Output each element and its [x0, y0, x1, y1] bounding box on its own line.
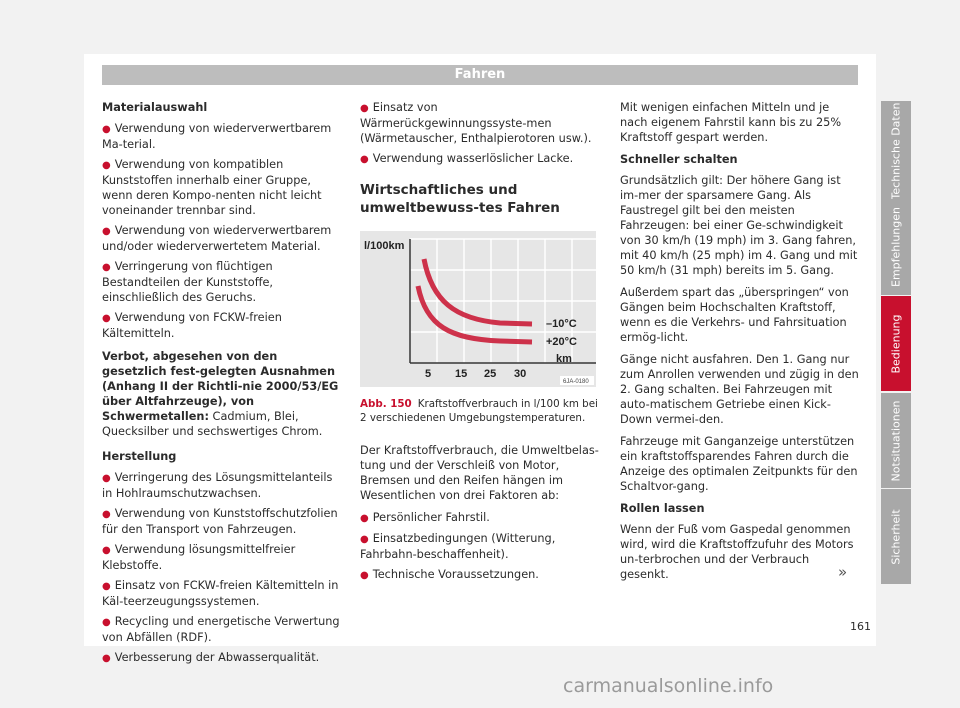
bullet-icon: ● [102, 124, 111, 135]
bullet-icon: ● [360, 513, 369, 524]
bullet-icon: ● [360, 570, 369, 581]
bullet-icon: ● [102, 473, 111, 484]
verbot-paragraph: Verbot, abgesehen von den gesetzlich fest-gelegten Ausnahmen (Anhang II der Richtli-nie 2000/53/EG über Altfahrzeuge), von Schwermetallen: Cadmium, Blei, Quecksilber und sechswertiges Chrom. [102, 350, 339, 438]
tab-notsituationen[interactable]: Notsituationen [881, 393, 911, 488]
bullet-icon: ● [102, 617, 111, 628]
paragraph: Mit wenigen einfachen Mitteln und je nach eigenem Fahrstil kann bis zu 25% Kraftstoff gespart werden. [620, 101, 842, 144]
list-item: ● Verwendung von wiederverwertbarem Ma-terial. [102, 122, 332, 151]
paragraph: Außerdem spart das „überspringen“ von Gängen beim Hochschalten Kraftstoff, wenn es die Verkehrs- und Fahrsituation ermög-licht. [620, 286, 849, 344]
y-axis-label: l/100km [364, 240, 405, 252]
list-item: ● Einsatz von FCKW-freien Kältemitteln in Käl-teerzeugungssystemen. [102, 579, 339, 608]
list-item: ● Verwendung von Kunststoffschutzfolien für den Transport von Fahrzeugen. [102, 507, 338, 536]
list-item: ● Verwendung von kompatiblen Kunststoffen innerhalb einer Gruppe, wenn deren Kompo-nenten nicht leicht voneinander trennbar sind. [102, 158, 322, 217]
section-title-rollen: Rollen lassen [620, 502, 705, 515]
intro-paragraph: Der Kraftstoffverbrauch, die Umweltbelas-tung und der Verschleiß von Motor, Bremsen und den Reifen hängen im Wesentlichen von drei Faktoren ab: [360, 444, 599, 502]
continue-arrow-icon: » [838, 563, 848, 581]
section-title-materialauswahl: Materialauswahl [102, 101, 208, 114]
bullet-icon: ● [360, 103, 369, 114]
section-title-herstellung: Herstellung [102, 450, 177, 463]
bullet-icon: ● [102, 226, 111, 237]
x-axis-unit: km [556, 353, 572, 365]
column-2 [360, 100, 600, 588]
list-item: ● Verwendung von wiederverwertbarem und/oder wiederverwertetem Material. [102, 224, 332, 253]
list-item: ● Einsatz von Wärmerückgewinnungssyste-men (Wärmetauscher, Enthalpierotoren usw.). [360, 101, 592, 145]
list-item: ● Verwendung lösungsmittelfreier Klebstoffe. [102, 543, 296, 572]
bullet-icon: ● [102, 653, 111, 664]
x-tick-label: 30 [514, 368, 527, 380]
page-header: Fahren [102, 65, 858, 85]
paragraph: Grundsätzlich gilt: Der höhere Gang ist im-mer der sparsamere Gang. Als Faustregel gilt bei den meisten Fahrzeugen: bei einer Ge-schwindigkeit von 30 km/h (19 mph) im 3. Gang fahren, mit 40 km/h (25 mph) im 4. Gang und mit 50 km/h (31 mph) bereits im 5. Gang. [620, 174, 858, 277]
column-3 [620, 100, 860, 589]
x-tick-label: 15 [455, 368, 468, 380]
list-item: ● Verbesserung der Abwasserqualität. [102, 651, 320, 664]
list-item: ● Recycling und energetische Verwertung von Abfällen (RDF). [102, 615, 340, 644]
bullet-icon: ● [102, 313, 111, 324]
list-item: ● Persönlicher Fahrstil. [360, 511, 490, 524]
tab-empfehlungen[interactable]: Empfehlungen [881, 199, 911, 295]
bullet-icon: ● [102, 581, 111, 592]
list-item: ● Verringerung von flüchtigen Bestandteilen der Kunststoffe, einschließlich des Geruchs. [102, 260, 274, 304]
paragraph: Gänge nicht ausfahren. Den 1. Gang nur zum Anrollen verwenden und zügig in den 2. Gang schalten. Bei Fahrzeugen mit auto-matischem Getriebe einen Kick-Down vermei-den. [620, 353, 859, 426]
x-tick-label: 25 [484, 368, 497, 380]
figure-caption: Abb. 150 Kraftstoffverbrauch in l/100 km bei 2 verschiedenen Umgebungstemperaturen. [360, 398, 598, 424]
bullet-icon: ● [360, 154, 369, 165]
tab-sicherheit[interactable]: Sicherheit [881, 489, 911, 584]
bullet-icon: ● [102, 262, 111, 273]
fuel-consumption-chart [360, 231, 596, 387]
tab-technische-daten[interactable]: Technische Daten [881, 101, 911, 201]
bullet-icon: ● [360, 534, 369, 545]
bullet-icon: ● [102, 509, 111, 520]
paragraph: Fahrzeuge mit Ganganzeige unterstützen ein kraftstoffsparendes Fahren durch die Anzeige des optimalen Zeitpunkts für den Schaltvor-gang. [620, 435, 858, 493]
list-item: ● Verringerung des Lösungsmittelanteils in Hohlraumschutzwachsen. [102, 471, 333, 500]
tab-bedienung[interactable]: Bedienung [881, 296, 911, 391]
section-title-schalten: Schneller schalten [620, 153, 738, 166]
page-number: 161 [850, 620, 871, 633]
figure-code: 6JA-0180 [563, 379, 589, 385]
paragraph: Wenn der Fuß vom Gaspedal genommen wird, wird die Kraftstoffzufuhr des Motors un-terbrochen und der Verbrauch gesenkt. [620, 523, 854, 581]
bullet-icon: ● [102, 545, 111, 556]
series-label-plus20: +20°C [546, 336, 578, 348]
column-1 [102, 100, 342, 671]
section-heading: Wirtschaftliches und umweltbewuss-tes Fahren [360, 182, 560, 216]
series-label-minus10: –10°C [546, 318, 577, 330]
list-item: ● Verwendung wasserlöslicher Lacke. [360, 152, 574, 165]
x-tick-label: 5 [425, 368, 432, 380]
list-item: ● Technische Voraussetzungen. [360, 568, 539, 581]
list-item: ● Verwendung von FCKW-freien Kältemitteln. [102, 311, 282, 340]
watermark: carmanualsonline.info [563, 675, 774, 697]
bullet-icon: ● [102, 160, 111, 171]
list-item: ● Einsatzbedingungen (Witterung, Fahrbahn-beschaffenheit). [360, 532, 556, 561]
